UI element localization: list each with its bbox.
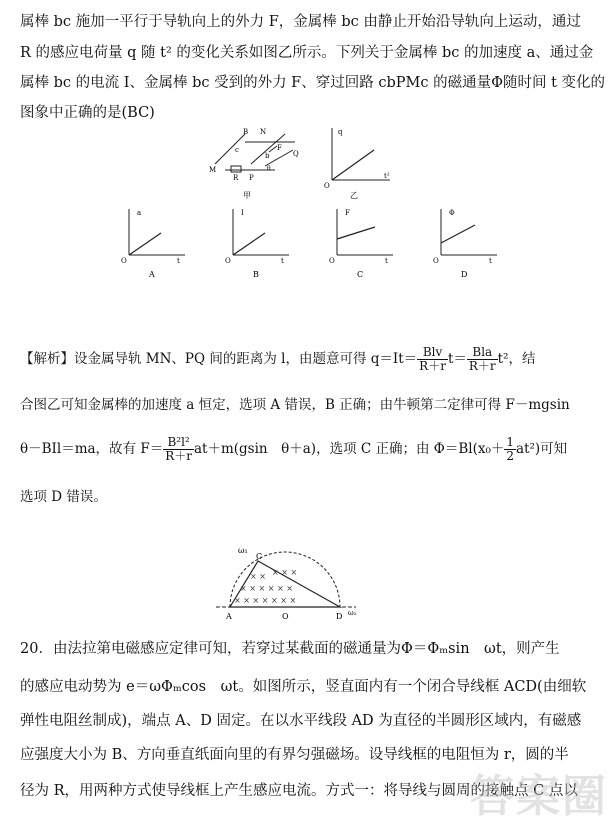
graph-d-axis: Φ xyxy=(449,209,455,217)
yi-axis-y: q xyxy=(338,128,343,136)
svg-text:× × × × × ×: × × × × × × xyxy=(240,584,293,593)
graph-c-label: C xyxy=(357,270,364,279)
q20-line-4: 应强度大小为 B、方向垂直纸面向里的有界匀强磁场。设导线框的电阻恒为 r，圆的半 xyxy=(20,747,569,763)
graph-b xyxy=(225,209,289,279)
jia-label-M: M xyxy=(209,166,217,174)
graph-b-origin: O xyxy=(225,257,231,265)
graph-a-axis: a xyxy=(137,209,142,217)
jia-label-B: B xyxy=(243,128,249,136)
graph-a xyxy=(121,209,185,279)
graph-c xyxy=(329,209,393,279)
jia-caption: 甲 xyxy=(243,191,251,200)
analysis-line-2: 合图乙可知金属棒的加速度 a 恒定，选项 A 错误，B 正确；由牛顿第二定律可得 F－mgsin xyxy=(20,397,570,413)
option-graphs xyxy=(115,205,515,285)
q20-line-1: 20．由法拉第电磁感应定律可知，若穿过某截面的磁通量为Φ＝Φₘsin ωt，则产生 xyxy=(20,641,560,657)
graph-b-label: B xyxy=(253,270,259,279)
jia-label-theta: θ xyxy=(267,165,271,172)
q20-line-2: 的感应电动势为 e＝ωΦₘcos ωt。如图所示，竖直面内有一个闭合导线框 ACD(由细软 xyxy=(20,679,587,695)
svg-text:t: t xyxy=(281,257,284,265)
graph-c-origin: O xyxy=(329,257,335,265)
problem-line-1: 属棒 bc 施加一平行于导轨向上的外力 F，金属棒 bc 由静止开始沿导轨向上运动，通过 xyxy=(20,14,581,30)
yi-origin: O xyxy=(324,182,330,190)
problem-line-3: 属棒 bc 的电流 I、金属棒 bc 受到的外力 F、穿过回路 cbPMc 的磁通量Φ随时间 t 变化的 xyxy=(20,75,606,91)
svg-text:× × ×: × × × xyxy=(272,568,298,577)
graph-c-axis: F xyxy=(345,209,350,217)
jia-label-b: b xyxy=(265,152,270,160)
omega1-label: ω₁ xyxy=(238,546,248,555)
omega2-label: ω₂ xyxy=(348,609,357,617)
yi-axis-x: t² xyxy=(384,172,390,180)
graph-d-label: D xyxy=(461,270,468,279)
svg-text:t: t xyxy=(177,257,180,265)
q20-line-5: 径为 R，用两种方式使导线框上产生感应电流。方式一：将导线与圆周的接触点 C 点以 xyxy=(20,783,578,799)
jia-label-Q: Q xyxy=(293,150,299,158)
yi-caption: 乙 xyxy=(350,191,358,200)
svg-text:t: t xyxy=(385,257,388,265)
figure-jia xyxy=(205,122,305,202)
point-c: C xyxy=(256,552,263,561)
jia-label-F: F xyxy=(277,144,282,152)
jia-label-R: R xyxy=(233,174,239,182)
graph-d xyxy=(433,209,497,279)
problem-line-4: 图象中正确的是(BC) xyxy=(20,105,155,121)
problem-line-2: R 的感应电荷量 q 随 t² 的变化关系如图乙所示。下列关于金属棒 bc 的加速度 a、通过金 xyxy=(20,45,594,61)
watermark-logo: 答案圈 xyxy=(470,771,608,822)
jia-label-P: P xyxy=(249,174,254,182)
jia-label-c: c xyxy=(235,146,239,154)
analysis-line-4: 选项 D 错误。 xyxy=(20,489,107,505)
point-d: D xyxy=(336,612,343,621)
svg-text:× × × × × × ×: × × × × × × × xyxy=(234,596,297,605)
svg-text:t: t xyxy=(489,257,492,265)
figure-yi xyxy=(318,122,398,202)
point-o: O xyxy=(282,612,289,621)
analysis-line-3: θ－BIl＝ma，故有 F＝ $\frac{\text{B²l²}}{R+r}$ at＋m(gsin θ＋a)，选项 C 正确；由 Φ＝Bl(x₀＋ $\frac{1}{2}$ at²)可知 xyxy=(20,435,568,463)
point-a: A xyxy=(226,612,232,621)
graph-d-origin: O xyxy=(433,257,439,265)
svg-text:× ×: × × xyxy=(250,572,266,581)
jia-label-N: N xyxy=(260,128,267,136)
analysis-line-1: 【解析】设金属导轨 MN、PQ 间的距离为 l，由题意可得 q＝It＝ $\frac{\text{Blv}}{R+r}$ t＝ $\frac{\text{Bla}}{R+r}$ t²，结 xyxy=(20,345,536,373)
q20-line-3: 弹性电阻丝制成)，端点 A、D 固定。在以水平线段 AD 为直径的半圆形区域内，有磁感 xyxy=(20,713,582,729)
semicircle-figure xyxy=(210,545,360,625)
graph-b-axis: I xyxy=(241,209,244,217)
graph-a-origin: O xyxy=(121,257,127,265)
graph-a-label: A xyxy=(149,270,155,279)
